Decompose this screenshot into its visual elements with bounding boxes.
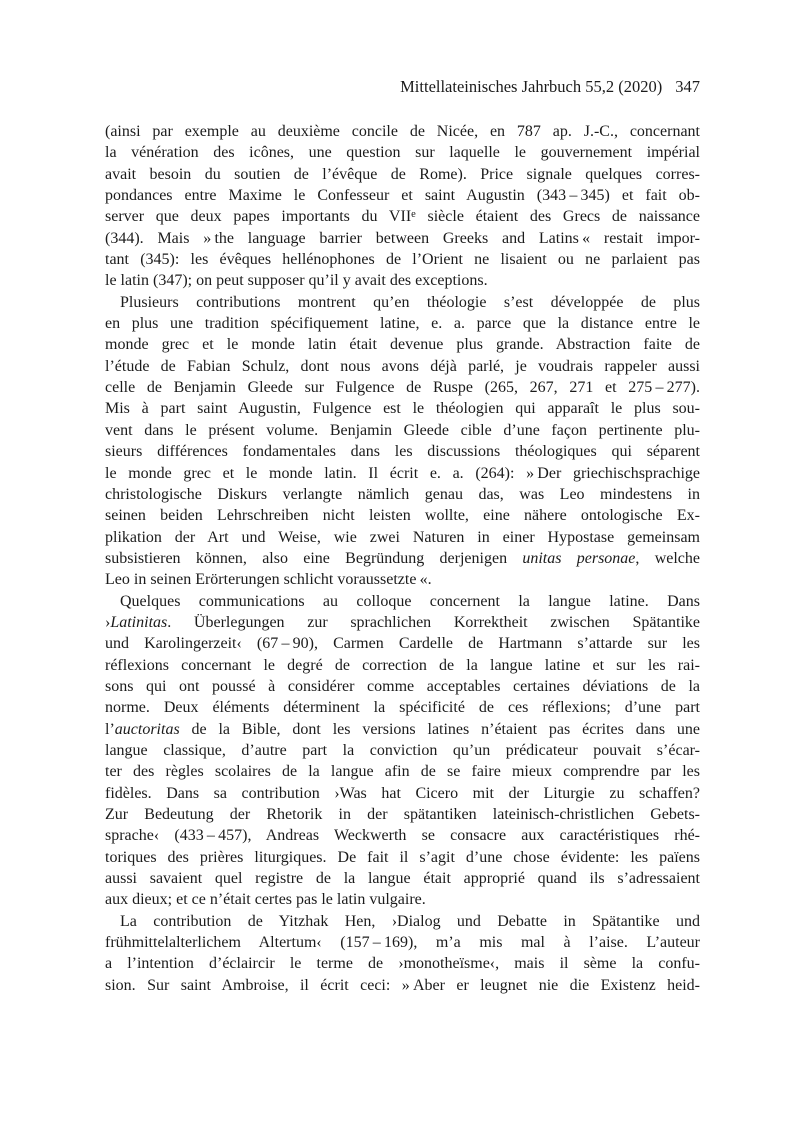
text-run: norme. Deux éléments déterminent la spécificité de ces réflexions; d’une part	[105, 699, 700, 717]
text-run: pondances entre Maxime le Confesseur et saint Augustin (343 – 345) et fait ob-	[105, 187, 700, 205]
text-run: l’étude de Fabian Schulz, dont nous avons déjà parlé, je voudrais rappeler aussi	[105, 357, 700, 375]
text-run: réflexions concernant le degré de correction de la langue latine et sur les rai-	[105, 656, 700, 674]
text-run: a l’intention d’éclaircir le terme de ›monotheïsme‹, mais il sème la confu-	[105, 955, 700, 973]
text-run: frühmittelalterlichem Altertum‹ (157 – 169), m’a mis mal à l’aise. L’auteur	[105, 934, 700, 952]
text-run: Zur Bedeutung der Rhetorik in der spätantiken lateinisch-christlichen Gebets-	[105, 806, 700, 823]
text-run: . Überlegungen zur sprachlichen Korrektheit zwischen Spätantike	[167, 613, 700, 631]
text-line	[105, 655, 700, 676]
text-line	[105, 228, 700, 249]
text-line	[105, 697, 700, 718]
text-line	[105, 591, 700, 612]
italic-term: unitas personae	[522, 549, 636, 567]
text-line	[105, 142, 700, 163]
text-run: vent dans le présent volume. Benjamin Gleede cible d’une façon pertinente plu-	[105, 421, 700, 439]
text-line	[105, 164, 700, 185]
text-line	[105, 334, 700, 355]
text-run: tant (345): les évêques hellénophones de l’Orient ne lisaient ou ne parlaient pas	[105, 251, 700, 269]
text-line	[105, 484, 700, 505]
text-line	[105, 121, 700, 142]
text-run: la vénération des icônes, une question sur laquelle le gouvernement impérial	[105, 144, 700, 162]
page-number: 347	[675, 77, 700, 96]
text-run: le monde grec et le monde latin. Il écrit e. a. (264): » Der griechischsprachige	[105, 464, 700, 482]
text-line	[105, 953, 700, 974]
text-line	[105, 868, 700, 889]
text-run: server que deux papes importants du VII	[105, 208, 412, 226]
text-run: , welche	[635, 549, 701, 567]
text-line	[105, 270, 700, 291]
text-run: toriques des prières liturgiques. De fait il s’agit d’une chose évidente: les païens	[105, 848, 700, 866]
text-line	[105, 676, 700, 697]
text-line	[105, 569, 700, 590]
text-line	[105, 975, 700, 996]
text-run: de la Bible, dont les versions latines n’étaient pas écrites dans une	[179, 720, 700, 738]
text-run: sion. Sur saint Ambroise, il écrit ceci: » Aber er leugnet nie die Existenz heid-	[105, 976, 700, 994]
text-line	[105, 804, 700, 825]
text-line	[105, 825, 700, 846]
text-run: Plusieurs contributions montrent qu’en théologie s’est développée de plus	[120, 293, 700, 311]
text-run: christologische Diskurs verlangte nämlich genau das, was Leo mindestens in	[105, 485, 700, 503]
text-run: sons qui ont poussé à considérer comme acceptables certaines déviations de la	[105, 677, 700, 695]
text-line	[105, 548, 700, 569]
text-line	[105, 206, 700, 227]
text-run: aussi savaient quel registre de la langue était approprié quand ils s’adressaient	[105, 870, 700, 888]
text-run: sprache‹ (433 – 457), Andreas Weckwerth se consacre aux caractéristiques rhé-	[105, 827, 700, 845]
text-line	[105, 356, 700, 377]
text-line	[105, 847, 700, 868]
text-line	[105, 911, 700, 932]
text-line	[105, 185, 700, 206]
text-run: langue classique, d’autre part la conviction qu’un prédicateur pouvait s’écar-	[105, 741, 700, 759]
page-body	[105, 121, 700, 996]
text-line	[105, 740, 700, 761]
text-run: La contribution de Yitzhak Hen, ›Dialog und Debatte in Spätantike und	[120, 912, 700, 930]
text-line	[105, 633, 700, 654]
text-run: ter des règles scolaires de la langue afin de se faire mieux comprendre par les	[105, 763, 700, 781]
text-line	[105, 719, 700, 740]
text-run: Quelques communications au colloque concernent la langue latine. Dans	[120, 592, 700, 610]
text-run: avait besoin du soutien de l’évêque de Rome). Price signale quelques corres-	[105, 165, 700, 183]
text-run: monde grec et le monde latin était devenue plus grande. Abstraction faite de	[105, 336, 700, 354]
running-head	[105, 77, 700, 97]
text-line	[105, 441, 700, 462]
text-line	[105, 463, 700, 484]
paragraph	[105, 121, 700, 292]
paragraph	[105, 911, 700, 996]
text-line	[105, 527, 700, 548]
text-run: en plus une tradition spécifiquement latine, e. a. parce que la distance entre le	[105, 315, 700, 333]
text-line	[105, 783, 700, 804]
text-run: l’	[105, 720, 115, 738]
superscript-ordinal: e	[411, 209, 416, 221]
italic-term: Latinitas	[110, 613, 168, 631]
text-run: Leo in seinen Erörterungen schlicht voraussetzte «.	[105, 571, 432, 589]
text-line	[105, 889, 700, 910]
text-line	[105, 377, 700, 398]
text-line	[105, 398, 700, 419]
text-run: subsistieren können, also eine Begründung derjenigen	[105, 549, 523, 567]
text-line	[105, 313, 700, 334]
text-run: seinen beiden Lehrschreiben nicht leisten wollte, eine nähere ontologische Ex-	[105, 507, 700, 525]
text-line	[105, 761, 700, 782]
text-run: plikation der Art und Weise, wie zwei Naturen in einer Hypostase gemeinsam	[105, 528, 700, 546]
text-run: Mis à part saint Augustin, Fulgence est le théologien qui apparaît le plus sou-	[105, 400, 700, 418]
text-run: aux dieux; et ce n’était certes pas le latin vulgaire.	[105, 891, 426, 909]
paragraph	[105, 292, 700, 591]
italic-term: auctoritas	[114, 720, 180, 738]
paragraph	[105, 591, 700, 911]
journal-title: Mittellateinisches Jahrbuch 55,2 (2020)	[400, 77, 663, 96]
text-run: fidèles. Dans sa contribution ›Was hat Cicero mit der Liturgie zu schaffen?	[105, 784, 700, 802]
text-line	[105, 249, 700, 270]
text-line	[105, 420, 700, 441]
text-run: siècle étaient des Grecs de naissance	[415, 208, 701, 226]
text-line	[105, 932, 700, 953]
text-run: le latin (347); on peut supposer qu’il y avait des exceptions.	[105, 272, 488, 290]
text-run: ›	[105, 613, 111, 631]
text-line	[105, 505, 700, 526]
text-run: und Karolingerzeit‹ (67 – 90), Carmen Cardelle de Hartmann s’attarde sur les	[105, 635, 700, 653]
text-line	[105, 612, 700, 633]
text-run: celle de Benjamin Gleede sur Fulgence de Ruspe (265, 267, 271 et 275 – 277).	[105, 379, 700, 397]
text-run: sieurs différences fondamentales dans les discussions théologiques qui séparent	[105, 443, 700, 461]
text-run: (ainsi par exemple au deuxième concile de Nicée, en 787 ap. J.-C., concernant	[105, 123, 700, 140]
text-run: (344). Mais » the language barrier between Greeks and Latins « restait impor-	[105, 229, 700, 247]
text-line	[105, 292, 700, 313]
